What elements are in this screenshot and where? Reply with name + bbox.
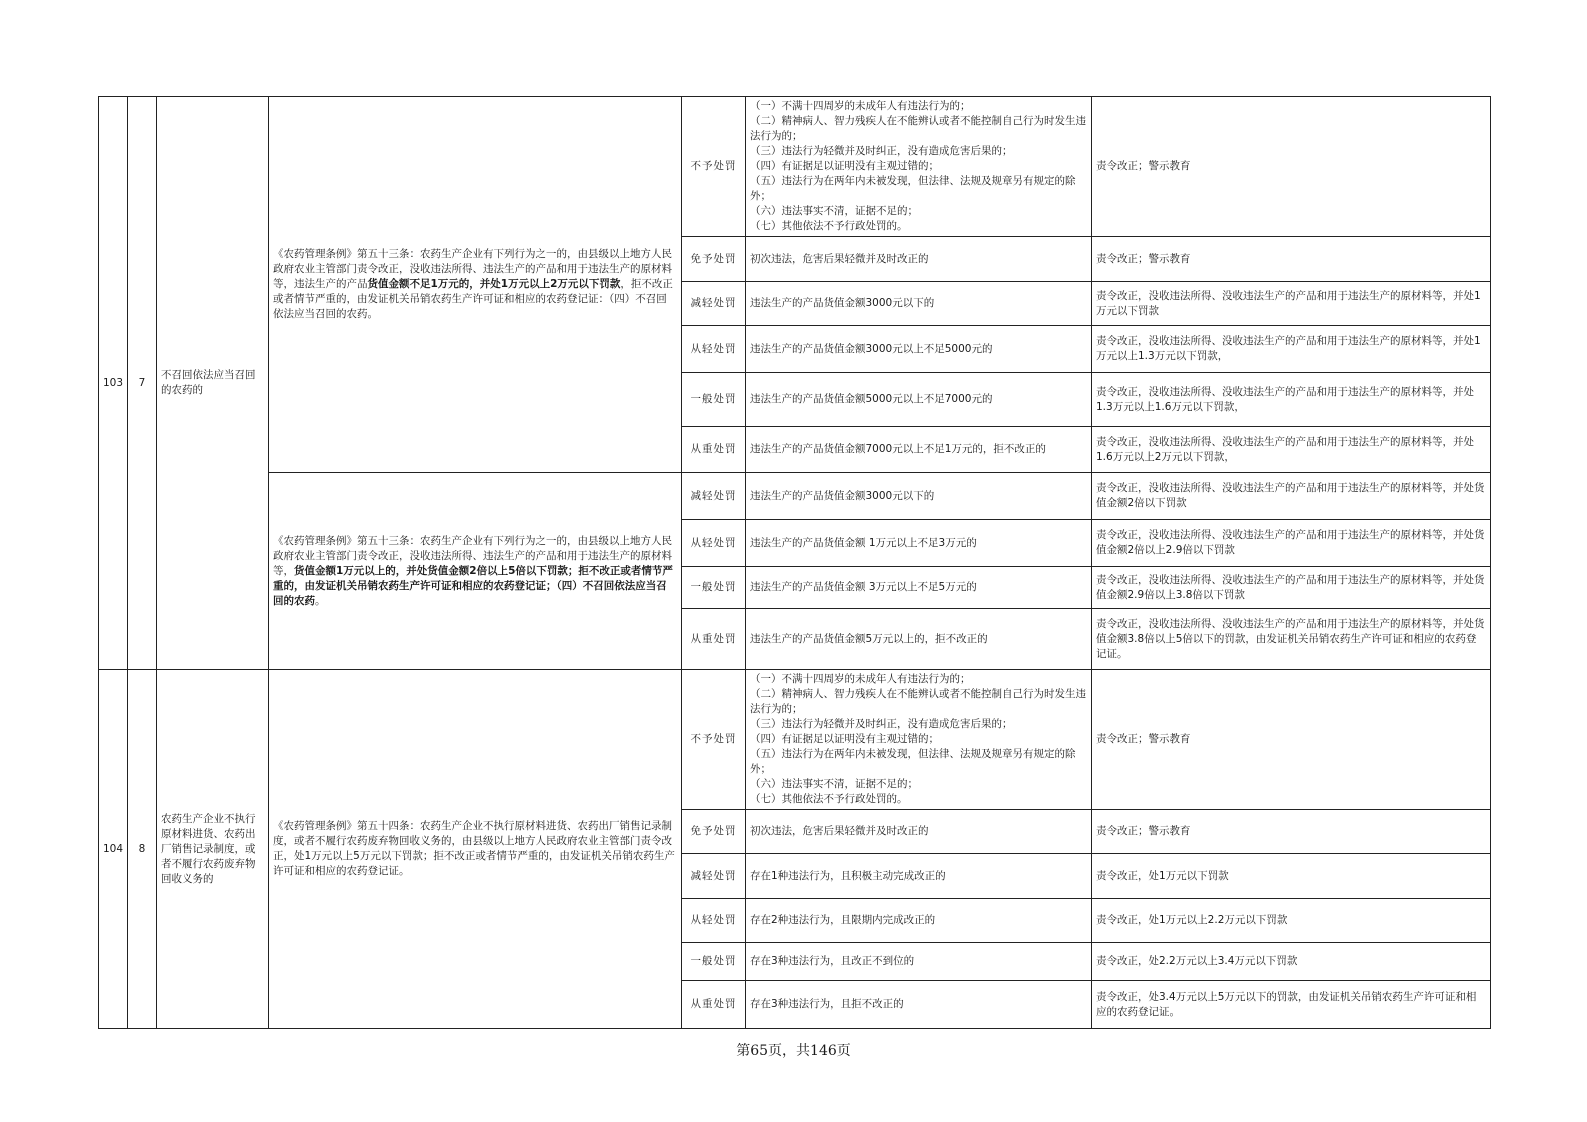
penalty-level: 从重处罚 — [682, 609, 746, 670]
penalty-condition: 存在2种违法行为，且限期内完成改正的 — [746, 899, 1092, 943]
penalty-measure: 责令改正，没收违法所得、没收违法生产的产品和用于违法生产的原材料等，并处1.6万元以上2万元以下罚款， — [1092, 427, 1491, 473]
penalty-level: 免予处罚 — [682, 810, 746, 854]
entry-sub-number: 8 — [128, 670, 157, 1029]
condition-line: （七）其他依法不予行政处罚的。 — [750, 793, 908, 805]
penalty-condition: 违法生产的产品货值金额3000元以下的 — [746, 473, 1092, 520]
entry-number: 103 — [99, 97, 128, 670]
penalty-level: 从轻处罚 — [682, 326, 746, 373]
table-row — [99, 97, 1491, 237]
penalty-level: 减轻处罚 — [682, 282, 746, 326]
violation-item: 农药生产企业不执行原材料进货、农药出厂销售记录制度，或者不履行农药废弃物回收义务的 — [157, 670, 269, 1029]
condition-line: （六）违法事实不清，证据不足的； — [750, 778, 918, 790]
penalty-condition: 初次违法，危害后果轻微并及时改正的 — [746, 810, 1092, 854]
basis-text: 《农药管理条例》第五十三条：农药生产企业有下列行为之一的，由县级以上地方人民政府农业主管部门责令改正，没收违法所得、违法生产的产品和用于违法生产的原材料等，违法生产的产品 — [273, 248, 672, 290]
penalty-measure: 责令改正，没收违法所得、没收违法生产的产品和用于违法生产的原材料等，并处货值金额2.9倍以上3.8倍以下罚款 — [1092, 567, 1491, 609]
basis-text: 《农药管理条例》第五十四条：农药生产企业不执行原材料进货、农药出厂销售记录制度，或者不履行农药废弃物回收义务的，由县级以上地方人民政府农业主管部门责令改正，处1万元以上5万元以下罚款；拒不改正或者情节严重的，由发证机关吊销农药生产许可证和相应的农药登记证。 — [273, 820, 675, 877]
penalty-level: 从轻处罚 — [682, 899, 746, 943]
table-row — [99, 670, 1491, 810]
penalty-condition: 存在3种违法行为，且改正不到位的 — [746, 943, 1092, 981]
penalty-condition: 违法生产的产品货值金额3000元以下的 — [746, 282, 1092, 326]
legal-basis — [269, 670, 682, 1029]
penalty-measure: 责令改正；警示教育 — [1092, 97, 1491, 237]
condition-line: （六）违法事实不清，证据不足的； — [750, 205, 918, 217]
table-row — [99, 473, 1491, 520]
basis-text: 《农药管理条例》第五十三条：农药生产企业有下列行为之一的，由县级以上地方人民政府农业主管部门责令改正，没收违法所得、违法生产的产品和用于违法生产的原材料等， — [273, 534, 672, 577]
penalty-measure: 责令改正，处2.2万元以上3.4万元以下罚款 — [1092, 943, 1491, 981]
penalty-condition: 违法生产的产品货值金额 3万元以上不足5万元的 — [746, 567, 1092, 609]
condition-line: （七）其他依法不予行政处罚的。 — [750, 220, 908, 232]
violation-item: 不召回依法应当召回的农药的 — [157, 97, 269, 670]
basis-text-bold: 货值金额1万元以上的，并处货值金额2倍以上5倍以下罚款；拒不改正或者情节严重的，由发证机关吊销农药生产许可证和相应的农药登记证；（四）不召回依法应当召回的农药 — [273, 564, 673, 607]
penalty-level: 一般处罚 — [682, 943, 746, 981]
penalty-condition: 违法生产的产品货值金额7000元以上不足1万元的，拒不改正的 — [746, 427, 1092, 473]
entry-sub-number: 7 — [128, 97, 157, 670]
entry-number: 104 — [99, 670, 128, 1029]
penalty-measure: 责令改正，处3.4万元以上5万元以下的罚款，由发证机关吊销农药生产许可证和相应的农药登记证。 — [1092, 981, 1491, 1029]
basis-text: 。 — [315, 594, 326, 607]
penalty-condition: 初次违法，危害后果轻微并及时改正的 — [746, 237, 1092, 282]
condition-line: （三）违法行为轻微并及时纠正，没有造成危害后果的； — [750, 145, 1013, 157]
condition-line: （一）不满十四周岁的未成年人有违法行为的； — [750, 100, 971, 112]
penalty-condition: 存在3种违法行为，且拒不改正的 — [746, 981, 1092, 1029]
condition-line: （一）不满十四周岁的未成年人有违法行为的； — [750, 673, 971, 685]
penalty-measure: 责令改正；警示教育 — [1092, 237, 1491, 282]
legal-basis — [269, 473, 682, 670]
penalty-measure: 责令改正；警示教育 — [1092, 670, 1491, 810]
condition-line: （二）精神病人、智力残疾人在不能辨认或者不能控制自己行为时发生违法行为的； — [750, 688, 1086, 715]
legal-basis — [269, 97, 682, 473]
penalty-level: 一般处罚 — [682, 373, 746, 427]
penalty-measure: 责令改正，没收违法所得、没收违法生产的产品和用于违法生产的原材料等，并处货值金额2倍以下罚款 — [1092, 473, 1491, 520]
penalty-level: 从重处罚 — [682, 427, 746, 473]
penalty-condition: 违法生产的产品货值金额5万元以上的，拒不改正的 — [746, 609, 1092, 670]
basis-text: ，拒不改正或者情节严重的，由发证机关吊销农药生产许可证和相应的农药登记证：（四）不召回依法应当召回的农药。 — [273, 278, 673, 320]
condition-line: （四）有证据足以证明没有主观过错的； — [750, 160, 939, 172]
penalty-condition: 违法生产的产品货值金额 1万元以上不足3万元的 — [746, 520, 1092, 567]
penalty-level: 减轻处罚 — [682, 473, 746, 520]
condition-line: （五）违法行为在两年内未被发现，但法律、法规及规章另有规定的除外； — [750, 175, 1076, 202]
penalty-measure: 责令改正，没收违法所得、没收违法生产的产品和用于违法生产的原材料等，并处货值金额3.8倍以上5倍以下的罚款，由发证机关吊销农药生产许可证和相应的农药登记证。 — [1092, 609, 1491, 670]
exempt-conditions — [746, 97, 1092, 237]
condition-line: （五）违法行为在两年内未被发现，但法律、法规及规章另有规定的除外； — [750, 748, 1076, 775]
condition-line: （四）有证据足以证明没有主观过错的； — [750, 733, 939, 745]
penalty-measure: 责令改正，没收违法所得、没收违法生产的产品和用于违法生产的原材料等，并处货值金额2倍以上2.9倍以下罚款 — [1092, 520, 1491, 567]
exempt-conditions — [746, 670, 1092, 810]
penalty-level: 减轻处罚 — [682, 854, 746, 899]
condition-line: （三）违法行为轻微并及时纠正，没有造成危害后果的； — [750, 718, 1013, 730]
penalty-condition: 违法生产的产品货值金额3000元以上不足5000元的 — [746, 326, 1092, 373]
penalty-level: 免予处罚 — [682, 237, 746, 282]
penalty-measure: 责令改正；警示教育 — [1092, 810, 1491, 854]
penalty-level: 不予处罚 — [682, 670, 746, 810]
penalty-condition: 存在1种违法行为，且积极主动完成改正的 — [746, 854, 1092, 899]
penalty-standards-table — [98, 96, 1491, 1029]
penalty-measure: 责令改正，没收违法所得、没收违法生产的产品和用于违法生产的原材料等，并处1万元以上1.3万元以下罚款， — [1092, 326, 1491, 373]
penalty-measure: 责令改正，处1万元以下罚款 — [1092, 854, 1491, 899]
page-number-footer: 第65页，共146页 — [736, 1043, 851, 1059]
condition-line: （二）精神病人、智力残疾人在不能辨认或者不能控制自己行为时发生违法行为的； — [750, 115, 1086, 142]
penalty-measure: 责令改正，没收违法所得、没收违法生产的产品和用于违法生产的原材料等，并处1万元以下罚款 — [1092, 282, 1491, 326]
penalty-condition: 违法生产的产品货值金额5000元以上不足7000元的 — [746, 373, 1092, 427]
penalty-level: 从重处罚 — [682, 981, 746, 1029]
basis-text-bold: 货值金额不足1万元的，并处1万元以上2万元以下罚款 — [367, 278, 621, 290]
penalty-level: 不予处罚 — [682, 97, 746, 237]
penalty-measure: 责令改正，没收违法所得、没收违法生产的产品和用于违法生产的原材料等，并处1.3万元以上1.6万元以下罚款， — [1092, 373, 1491, 427]
penalty-measure: 责令改正，处1万元以上2.2万元以下罚款 — [1092, 899, 1491, 943]
penalty-level: 从轻处罚 — [682, 520, 746, 567]
penalty-level: 一般处罚 — [682, 567, 746, 609]
